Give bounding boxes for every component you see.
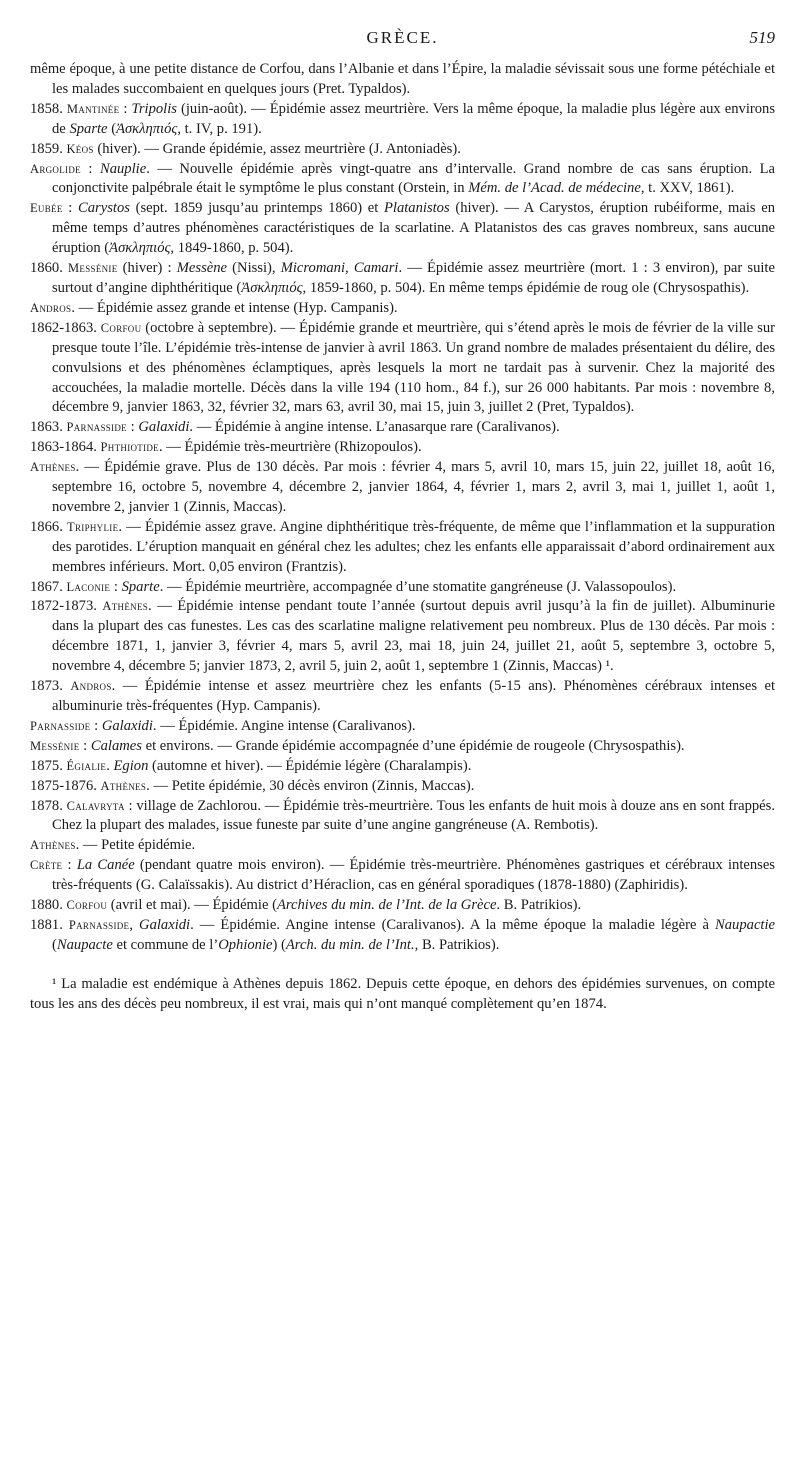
entry-text: . — Épidémie. Angine intense (Caralivanos). A la même époque la maladie légère à xyxy=(190,916,716,933)
entry-paragraph xyxy=(30,60,775,100)
entry-paragraph xyxy=(30,896,775,916)
italic-text: Nauplie xyxy=(99,160,147,177)
entry-text: même époque, à une petite distance de Corfou, dans l’Albanie et dans l’Épire, la maladie sévissait sous une forme pétéchiale et les malades succombaient en quelques jours (Pret. Typaldos). xyxy=(30,61,775,97)
entry-paragraph xyxy=(30,856,775,896)
entry-paragraph xyxy=(30,737,775,757)
italic-text: Micromani, Camari xyxy=(280,260,399,277)
italic-text: Carystos xyxy=(78,200,130,217)
entry-text: . — Épidémie meurtrière, accompagnée d’une stomatite gangréneuse (J. Valassopoulos). xyxy=(159,578,677,595)
footnote: ¹ La maladie est endémique à Athènes depuis 1862. Depuis cette époque, en dehors des épidémies survenues, on compte tous les ans des décès peu nombreux, il est vrai, mais qui n’ont manqué complètement qu’en 1874. xyxy=(30,975,775,1012)
place-name: Corfou xyxy=(100,320,142,335)
entry-paragraph xyxy=(30,916,775,956)
entry-text: . — Nouvelle épidémie après vingt-quatre ans d’intervalle. Grand nombre de cas sans éruption. La conjonctivite palpébrale était le symptôme le plus constant (Orstein, in xyxy=(52,160,776,197)
italic-text: Naupactie xyxy=(715,916,776,933)
place-name: Athènes xyxy=(30,460,76,475)
entry-text: , 1859-1860, p. 504). En même temps épidémie de roug ole (Chrysospathis). xyxy=(302,279,750,296)
entry-text: ( xyxy=(107,120,117,137)
entry-text: (hiver) : xyxy=(117,260,177,277)
entry-text: 1875-1876. xyxy=(30,777,101,794)
place-name: Argolide xyxy=(30,161,81,176)
text-body xyxy=(30,60,775,956)
italic-text: Ἀσκληπιός xyxy=(116,120,178,137)
running-header xyxy=(30,28,775,54)
entry-paragraph xyxy=(30,777,775,797)
italic-text: Egion xyxy=(113,757,149,774)
entry-text: . B. Patrikios). xyxy=(496,897,582,914)
italic-text: Platanistos xyxy=(383,200,450,217)
place-name: Kéos xyxy=(66,141,94,156)
entry-text: . — Épidémie très-meurtrière (Rhizopoulos). xyxy=(158,439,422,456)
italic-text: Galaxidi xyxy=(138,419,190,436)
entry-text: ( xyxy=(52,936,57,953)
place-name: Triphylie xyxy=(67,519,119,534)
entry-text: : xyxy=(62,200,79,217)
place-name: Corfou xyxy=(66,898,108,913)
entry-text: 1867. xyxy=(30,578,67,595)
entry-paragraph xyxy=(30,797,775,837)
entry-text: . — Petite épidémie, 30 décès environ (Zinnis, Maccas). xyxy=(146,777,475,794)
entry-text: 1860. xyxy=(30,260,68,277)
entry-text: (juin-août). — Épidémie assez meurtrière. Vers la même époque, la maladie plus légère aux environs de xyxy=(52,100,776,137)
entry-text: : xyxy=(62,857,77,874)
place-name: Athènes xyxy=(30,838,76,853)
entry-text: 1878. xyxy=(30,797,67,814)
entry-text: . — Épidémie intense et assez meurtrière chez les enfants (5-15 ans). Phénomènes cérébraux intenses et albuminurie très-fréquentes (Hyp. Campanis). xyxy=(52,678,776,714)
entry-text: : xyxy=(110,578,122,595)
place-name: Messénie xyxy=(68,261,118,276)
italic-text: Tripolis xyxy=(131,100,177,117)
entry-text: , 1849-1860, p. 504). xyxy=(170,240,294,257)
entry-text: (hiver). — A Carystos, éruption rubéiforme, mais en même temps d’autres phénomènes caractéristiques de la scarlatine. A Platanistos des cas graves nombreux, sans aucune éruption ( xyxy=(52,200,776,257)
entry-text: : xyxy=(119,100,132,117)
italic-text: La Canée xyxy=(76,857,135,874)
entry-text: . xyxy=(106,757,114,774)
entry-paragraph xyxy=(30,438,775,458)
place-name: Athènes xyxy=(100,778,147,793)
entry-paragraph xyxy=(30,518,775,578)
entry-text: . — Épidémie assez grave. Angine diphthéritique très-fréquente, de même que l’inflammation et la suppuration des parotides. L’éruption manquait en général chez les adultes; chez les enfants elle apparaissait d’abord ordinairement aux membres inférieurs. Mort. 0,05 environ (Frantzis). xyxy=(52,518,776,575)
entry-paragraph xyxy=(30,418,775,438)
entry-text: (octobre à septembre). — Épidémie grande et meurtrière, qui s’étend après le mois de février de la ville sur presque toute l’île. L’épidémie très-intense de janvier à avril 1863. Un grand nombre de malades présentaient du délire, des convulsions et des phénomènes éclamptiques, après lesquels la mort ne tardait pas à survenir. Chez la majorité des accouchées, la maladie mortelle. Décès dans la ville 194 (110 hom., 84 f.), sur 26 000 habitants. Par mois : novembre 8, décembre 9, janvier 1863, 32, février 32, mars 63, avril 30, mai 15, juin 3, juillet 2 (Pret, Typaldos). xyxy=(52,319,775,416)
entry-text: (hiver). — Grande épidémie, assez meurtrière (J. Antoniadès). xyxy=(93,140,461,157)
entry-text: . — Petite épidémie. xyxy=(75,837,196,854)
entry-text: 1859. xyxy=(30,140,67,157)
entry-text: 1866. xyxy=(30,518,68,535)
entry-paragraph xyxy=(30,199,775,259)
entry-paragraph xyxy=(30,140,775,160)
entry-text: 1862-1863. xyxy=(30,319,101,336)
entry-paragraph xyxy=(30,836,775,856)
entry-text: : village de Zachlorou. — Épidémie très-meurtrière. Tous les enfants de huit mois à douze ans en sont frappés. Chez la plupart des malades, issue funeste par suite d’une angine gangréneuse (A. Rembotis). xyxy=(52,797,775,834)
italic-text: Sparte xyxy=(69,120,108,137)
entry-text: . — Épidémie intense pendant toute l’année (surtout depuis avril jusqu’à la fin de juillet). Albuminurie dans la plupart des cas funestes. Les cas des scarlatine maligne relativement peu nombreux. Plus de 130 décès. Par mois : décembre 1871, 1, janvier 3, février 4, mars 5, avril 23, mai 18, juin 24, juillet 21, août 5, septembre 3, octobre 5, novembre 4, décembre 5; janvier 1873, 2, avril 5, juin 2, août 1, septembre 1 (Zinnis, Maccas) ¹. xyxy=(52,598,775,675)
entry-text: (Nissi), xyxy=(227,260,281,277)
place-name: Parnasside xyxy=(30,718,91,733)
place-name: Phthiotide xyxy=(100,440,159,455)
page-title: GRÈCE. xyxy=(366,28,439,47)
italic-text: Naupacte xyxy=(56,936,113,953)
entry-paragraph xyxy=(30,677,775,717)
place-name: Égialie xyxy=(66,758,107,773)
entry-text: 1880. xyxy=(30,897,67,914)
entry-text: . — Épidémie. Angine intense (Caralivanos). xyxy=(152,717,416,734)
entry-paragraph xyxy=(30,259,775,299)
italic-text: Archives du min. de l’Int. de la Grèce xyxy=(276,897,497,914)
entry-text: 1872-1873. xyxy=(30,598,103,615)
entry-text: 1863. xyxy=(30,419,67,436)
place-name: Calavryta xyxy=(66,798,125,813)
entry-paragraph xyxy=(30,578,775,598)
entry-text: 1863-1864. xyxy=(30,439,101,456)
entry-text: (automne et hiver). — Épidémie légère (Charalampis). xyxy=(148,757,472,774)
entry-text: 1873. xyxy=(30,678,71,695)
italic-text: Galaxidi xyxy=(101,717,153,734)
entry-text: . — Épidémie à angine intense. L’anasarque rare (Caralivanos). xyxy=(189,419,560,436)
entry-text: 1875. xyxy=(30,757,67,774)
entry-text: et commune de l’ xyxy=(112,936,219,953)
italic-text: Ἀσκληπιός xyxy=(241,279,303,296)
entry-paragraph xyxy=(30,597,775,677)
place-name: Mantinée xyxy=(66,101,120,116)
place-name: Crète xyxy=(30,858,63,873)
entry-text: , t. XXV, 1861). xyxy=(640,180,735,197)
entry-paragraph xyxy=(30,458,775,518)
place-name: Parnasside xyxy=(66,420,127,435)
italic-text: Galaxidi xyxy=(139,916,191,933)
place-name: Andros xyxy=(30,300,72,315)
entry-text: : xyxy=(80,160,100,177)
italic-text: Mém. de l’Acad. de médecine xyxy=(468,180,641,197)
entry-text: : xyxy=(126,419,139,436)
place-name: Laconie xyxy=(66,579,111,594)
italic-text: Ἀσκληπιός xyxy=(109,240,171,257)
entry-text: ) ( xyxy=(272,936,286,953)
place-name: Eubée xyxy=(30,201,63,216)
italic-text: Ophionie xyxy=(218,936,273,953)
entry-text: , B. Patrikios). xyxy=(414,936,500,953)
entry-text: (sept. 1859 jusqu’au printemps 1860) et xyxy=(129,200,384,217)
entry-text: (pendant quatre mois environ). — Épidémie très-meurtrière. Phénomènes gastriques et cérébraux intenses très-fréquents (G. Calaïssakis). Au district d’Héraclion, cas en général sporadiques (1878-1880) (Zaphiridis). xyxy=(52,857,775,894)
place-name: Athènes xyxy=(102,599,149,614)
entry-text: , xyxy=(129,916,140,933)
entry-text: . — Épidémie grave. Plus de 130 décès. Par mois : février 4, mars 5, avril 10, mars 15, juin 22, juillet 18, août 16, septembre 16, octobre 5, novembre 4, décembre 2, janvier 1864, 4, février 1, mars 2, avril 3, mai 1, juillet 1, août 1, novembre 2, janvier 1 (Zinnis, Maccas). xyxy=(52,459,775,515)
entry-text: 1881. xyxy=(30,916,69,933)
italic-text: Arch. du min. de l’Int. xyxy=(285,936,415,953)
page xyxy=(30,28,775,1014)
entry-text: 1858. xyxy=(30,100,67,117)
entry-text: , t. IV, p. 191). xyxy=(177,120,262,137)
entry-text: . — Épidémie assez meurtrière (mort. 1 : 3 environ), par suite surtout d’angine diphthéritique ( xyxy=(52,260,775,296)
entry-text: (avril et mai). — Épidémie ( xyxy=(107,897,277,914)
page-number: 519 xyxy=(749,28,775,47)
entry-text: : xyxy=(90,717,102,734)
place-name: Messénie xyxy=(30,738,80,753)
entry-paragraph xyxy=(30,319,775,419)
place-name: Parnasside xyxy=(68,917,130,932)
entry-text: et environs. — Grande épidémie accompagnée d’une épidémie de rougeole (Chrysospathis). xyxy=(141,737,685,754)
entry-text: . — Épidémie assez grande et intense (Hyp. Campanis). xyxy=(71,299,398,316)
entry-text: : xyxy=(79,737,91,754)
entry-paragraph xyxy=(30,299,775,319)
entry-paragraph xyxy=(30,757,775,777)
italic-text: Sparte xyxy=(121,578,160,595)
italic-text: Calames xyxy=(90,737,142,754)
italic-text: Messène xyxy=(176,260,228,277)
entry-paragraph xyxy=(30,160,775,200)
entry-paragraph xyxy=(30,717,775,737)
entry-paragraph xyxy=(30,100,775,140)
place-name: Andros xyxy=(70,679,112,694)
